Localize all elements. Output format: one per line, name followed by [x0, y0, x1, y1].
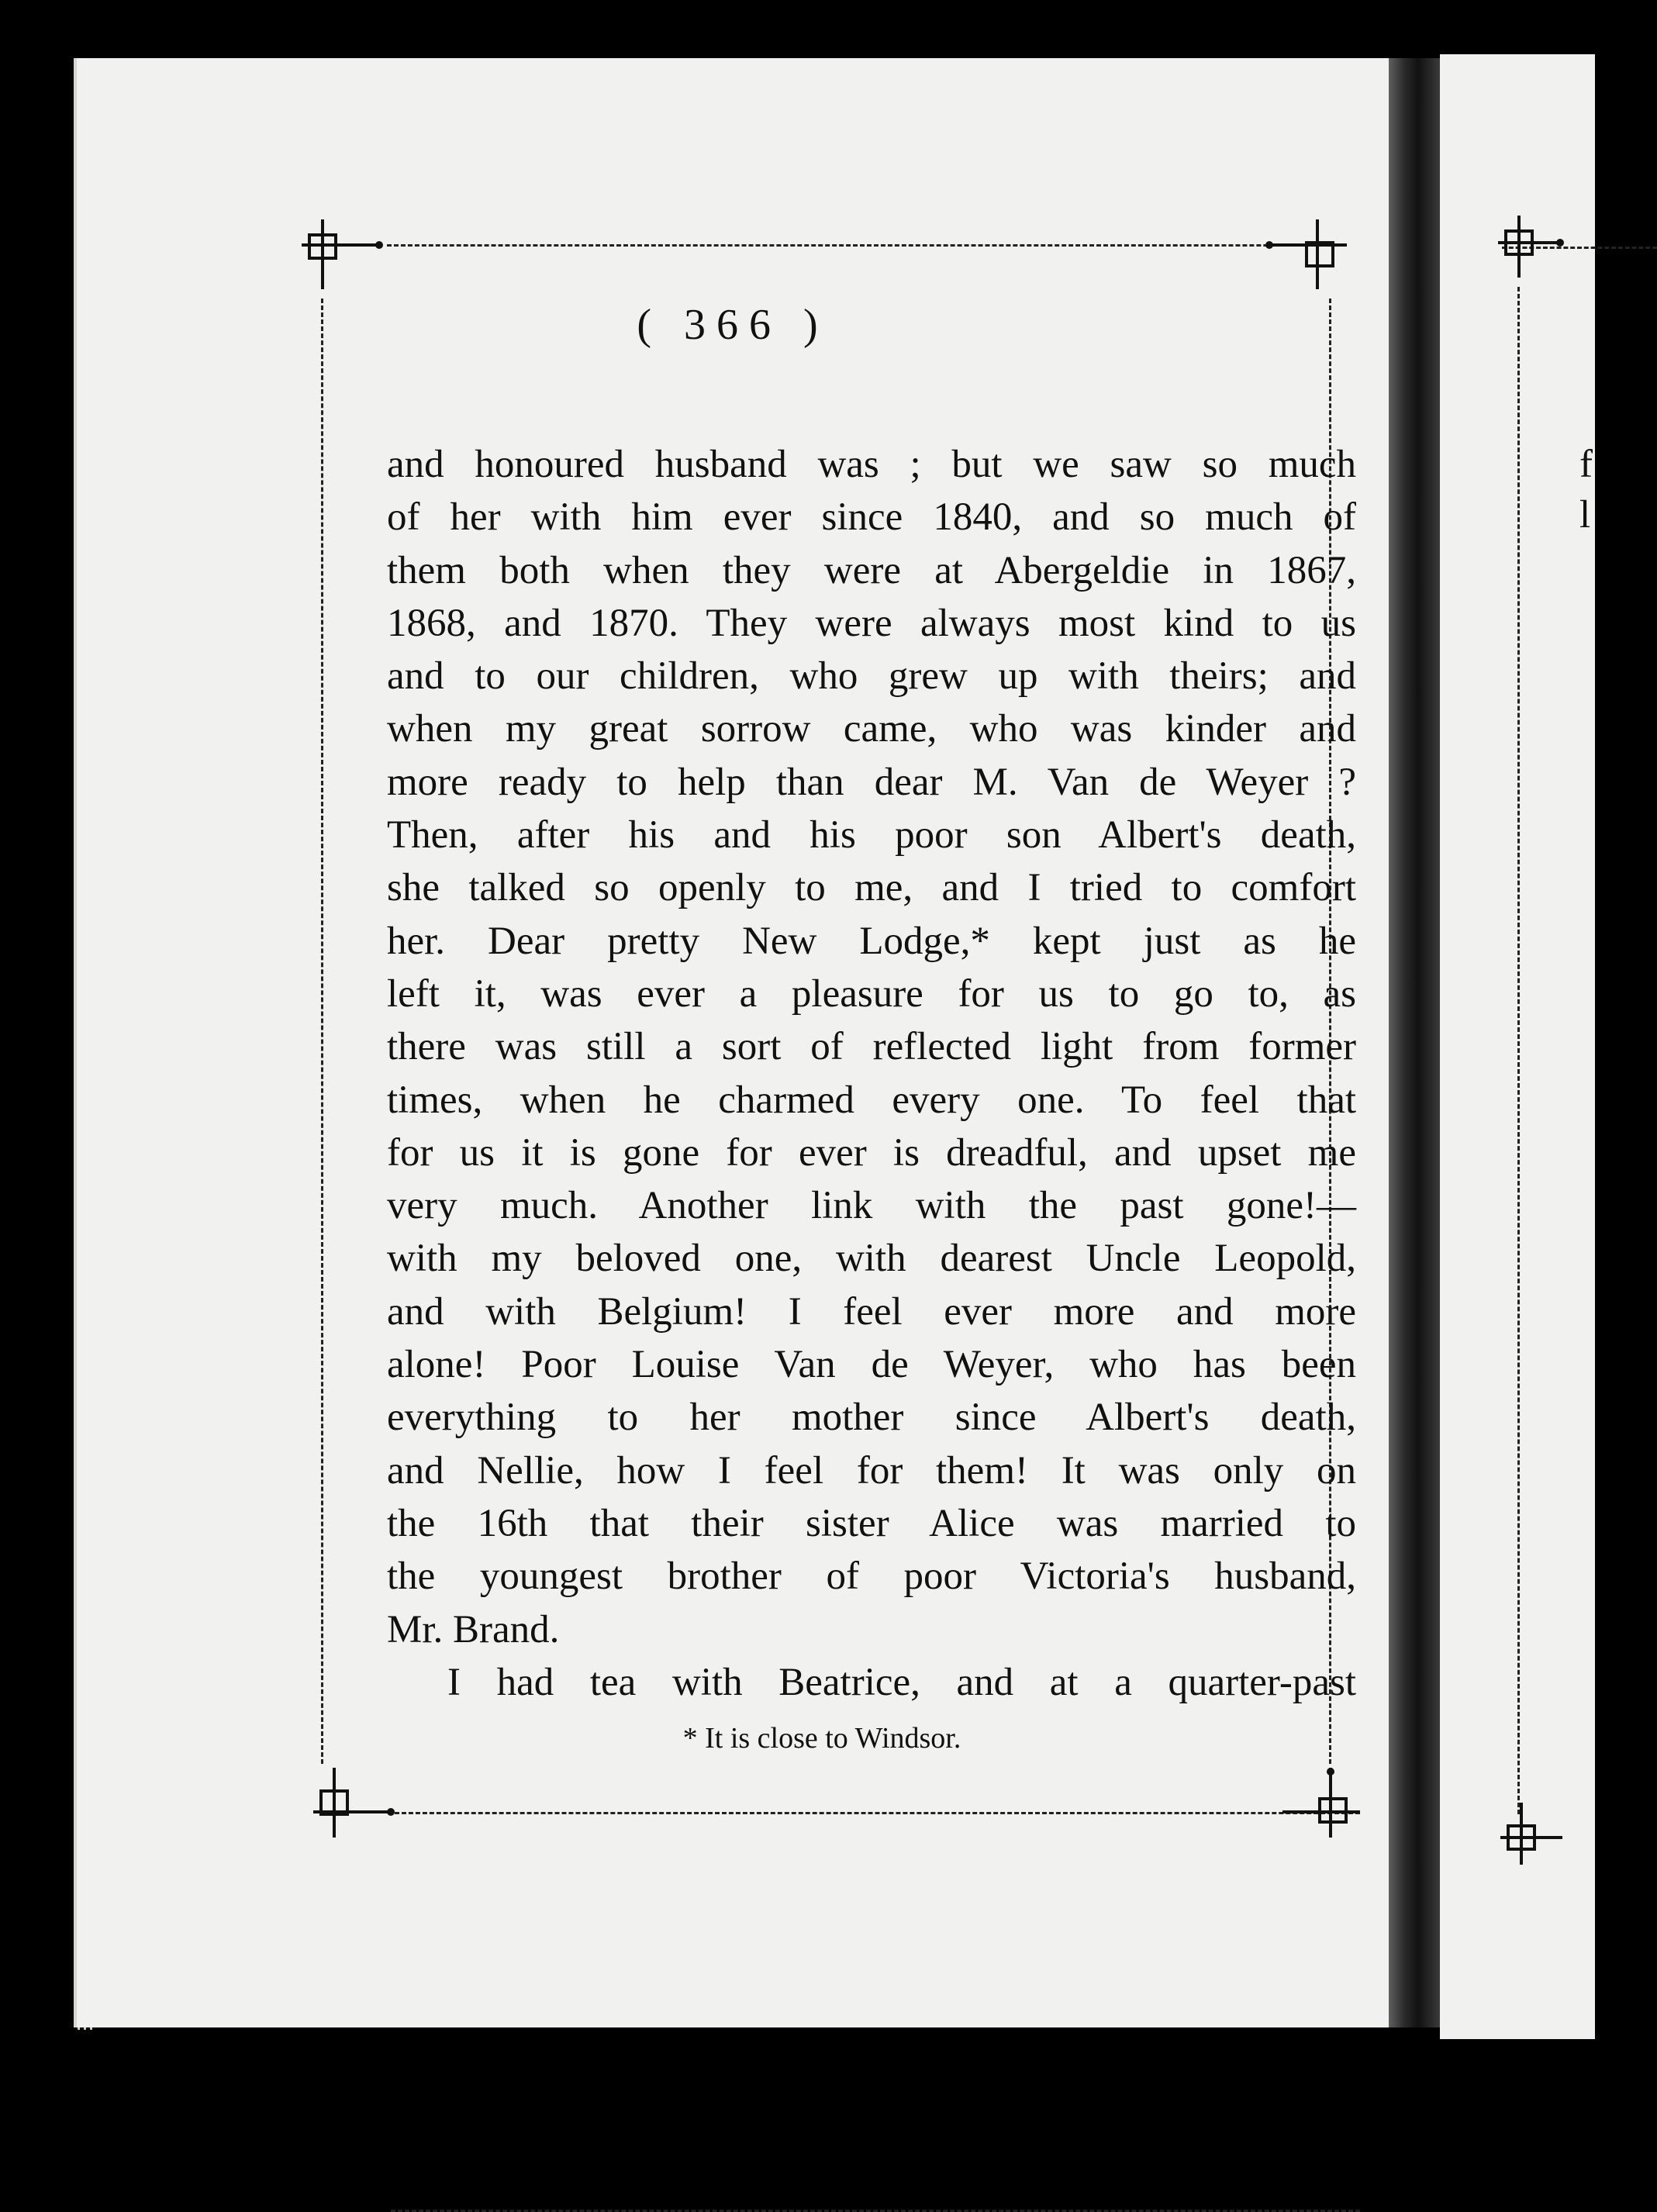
corner-ornament-top-left	[302, 219, 395, 289]
text-line: there was still a sort of reflected light from former	[387, 1025, 1356, 1069]
book-spine	[1386, 58, 1440, 2027]
text-line: I had tea with Beatrice, and at a quarter-past	[447, 1660, 1356, 1704]
text-line: times, when he charmed every one. To feel that	[387, 1078, 1356, 1122]
text-line: with my beloved one, with dearest Uncle Leopold,	[387, 1237, 1356, 1281]
text-line: she talked so openly to me, and I tried to comfort	[387, 866, 1356, 910]
text-line: Mr. Brand.	[387, 1607, 560, 1651]
text-line: very much. Another link with the past gone!—	[387, 1184, 1356, 1228]
facing-page	[1440, 54, 1595, 2039]
body-text	[387, 438, 1356, 1709]
facing-corner-ornament-top	[1498, 216, 1583, 278]
text-line: when my great sorrow came, who was kinder and	[387, 707, 1356, 751]
text-line: more ready to help than dear M. Van de Weyer ?	[387, 760, 1356, 804]
corner-ornament-bottom-right	[1275, 1768, 1368, 1838]
frame-bottom-rule	[395, 1812, 1360, 1814]
corner-ornament-bottom-left	[313, 1768, 406, 1838]
corner-ornament-top-right	[1262, 219, 1355, 289]
footnote: * It is close to Windsor.	[682, 1722, 961, 1755]
facing-text-fragment: l	[1579, 493, 1591, 537]
text-line: her. Dear pretty New Lodge,* kept just as he	[387, 919, 1356, 963]
frame-top-rule	[387, 244, 1345, 247]
text-line: and honoured husband was ; but we saw so much	[387, 443, 1356, 486]
text-line: of her with him ever since 1840, and so much of	[387, 495, 1356, 540]
facing-corner-ornament-bottom	[1500, 1803, 1586, 1865]
text-line: for us it is gone for ever is dreadful, and upset me	[387, 1130, 1356, 1175]
text-line: and with Belgium! I feel ever more and more	[387, 1289, 1356, 1334]
page-number: ( 366 )	[637, 301, 829, 349]
text-line: Then, after his and his poor son Albert's death,	[387, 813, 1356, 858]
text-line: the youngest brother of poor Victoria's husband,	[387, 1555, 1356, 1599]
facing-left-rule	[1517, 287, 1520, 1814]
facing-text-fragment: f	[1579, 443, 1593, 486]
text-line: 1868, and 1870. They were always most kind to us	[387, 601, 1356, 645]
text-line: the 16th that their sister Alice was married to	[387, 1501, 1356, 1545]
text-line: alone! Poor Louise Van de Weyer, who has been	[387, 1343, 1356, 1387]
text-line: everything to her mother since Albert's death,	[387, 1396, 1356, 1440]
text-line: and Nellie, how I feel for them! It was only on	[387, 1448, 1356, 1492]
frame-left-rule	[321, 298, 323, 1764]
text-line: and to our children, who grew up with theirs; and	[387, 654, 1356, 699]
text-line: left it, was ever a pleasure for us to go to, as	[387, 971, 1356, 1016]
book-page	[74, 58, 1389, 2027]
text-line: them both when they were at Abergeldie in 1867,	[387, 548, 1356, 592]
